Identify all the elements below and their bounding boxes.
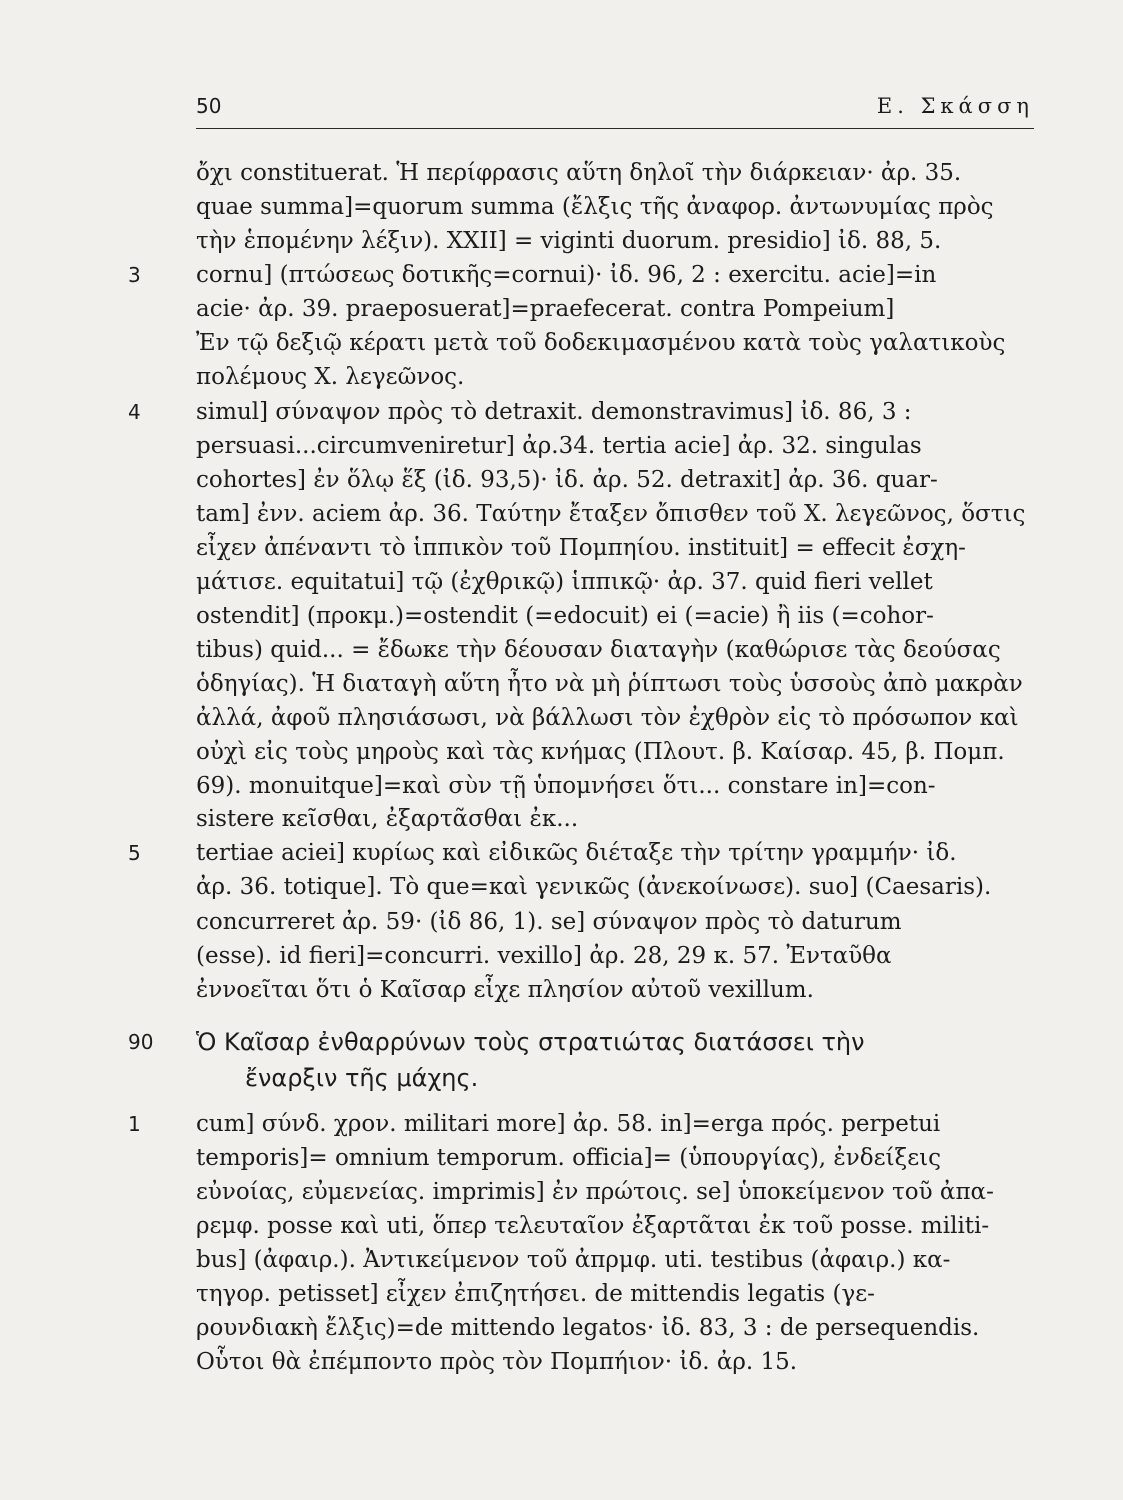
text-line: acie· ἀρ. 39. praeposuerat]=praefecerat. contra Pompeium] [196,296,895,322]
text-line: persuasi...circumveniretur] ἀρ.34. tertia acie] ἀρ. 32. singulas [196,433,922,459]
section-heading-line: Ὁ Καῖσαρ ἐνθαρρύνων τοὺς στρατιώτας διατάσσει τὴν [196,1028,865,1056]
text-line: οὐχὶ εἰς τοὺς μηροὺς καὶ τὰς κνήμας (Πλουτ. β. Καίσαρ. 45, β. Πομπ. [196,739,1005,765]
line-marker-4: 4 [128,400,141,424]
text-line: ἀρ. 36. totique]. Τὸ que=καὶ γενικῶς (ἀνεκοίνωσε). suo] (Caesaris). [196,874,992,900]
text-line: μάτισε. equitatui] τῷ (ἐχθρικῷ) ἱππικῷ· ἀρ. 37. quid fieri vellet [196,569,933,595]
line-marker-3: 3 [128,263,141,287]
text-line: tam] ἐνν. aciem ἀρ. 36. Ταύτην ἔταξεν ὄπισθεν τοῦ Χ. λεγεῶνος, ὅστις [196,501,1026,527]
text-line: ostendit] (προκμ.)=ostendit (=edocuit) ei (=acie) ἢ iis (=cohor- [196,603,934,629]
text-line: simul] σύναψον πρὸς τὸ detraxit. demonstravimus] ἰδ. 86, 3 : [196,399,912,425]
text-line: Ἐν τῷ δεξιῷ κέρατι μετὰ τοῦ δοδεκιμασμένου κατὰ τοὺς γαλατικοὺς [196,330,1006,356]
text-line: ἀλλά, ἀφοῦ πλησιάσωσι, νὰ βάλλωσι τὸν ἐχθρὸν εἰς τὸ πρόσωπον καὶ [196,705,1019,731]
text-line: cohortes] ἐν ὅλῳ ἕξ (ἰδ. 93,5)· ἰδ. ἀρ. 52. detraxit] ἀρ. 36. quar- [196,467,938,493]
text-line: Οὗτοι θὰ ἐπέμποντο πρὸς τὸν Πομπήιον· ἰδ. ἀρ. 15. [196,1349,798,1375]
text-line: ὄχι constituerat. Ἡ περίφρασις αὕτη δηλοῖ τὴν διάρκειαν· ἀρ. 35. [196,160,962,186]
text-line: ρουνδιακὴ ἔλξις)=de mittendo legatos· ἰδ. 83, 3 : de persequendis. [196,1315,980,1341]
text-line: tertiae aciei] κυρίως καὶ εἰδικῶς διέταξε τὴν τρίτην γραμμήν· ἰδ. [196,840,957,866]
text-line: εὐνοίας, εὐμενείας. imprimis] ἐν πρώτοις. se] ὑποκείμενον τοῦ ἀπα- [196,1179,994,1205]
text-line: ὁδηγίας). Ἡ διαταγὴ αὕτη ἦτο νὰ μὴ ῥίπτωσι τοὺς ὑσσοὺς ἀπὸ μακρὰν [196,671,1023,697]
text-line: εἶχεν ἀπέναντι τὸ ἱππικὸν τοῦ Πομπηίου. instituit] = effecit ἐσχη- [196,535,966,561]
text-line: quae summa]=quorum summa (ἔλξις τῆς ἀναφορ. ἀντωνυμίας πρὸς [196,194,994,220]
text-line: cornu] (πτώσεως δοτικῆς=cornui)· ἰδ. 96, 2 : exercitu. acie]=in [196,262,937,288]
section-heading-line: ἔναρξιν τῆς μάχης. [245,1064,479,1092]
text-line: (esse). id fieri]=concurri. vexillo] ἀρ. 28, 29 κ. 57. Ἐνταῦθα [196,943,892,969]
text-line: temporis]= omnium temporum. officia]= (ὑπουργίας), ἐνδείξεις [196,1145,942,1171]
text-line: tibus) quid... = ἔδωκε τὴν δέουσαν διαταγὴν (καθώρισε τὰς δεούσας [196,637,1001,663]
text-line: 69). monuitque]=καὶ σὺν τῇ ὑπομνήσει ὅτι... constare in]=con- [196,773,936,799]
line-marker-1: 1 [128,1112,141,1136]
line-marker-5: 5 [128,841,141,865]
text-line: τηγορ. petisset] εἶχεν ἐπιζητήσει. de mittendis legatis (γε- [196,1281,875,1307]
text-line: sistere κεῖσθαι, ἐξαρτᾶσθαι ἐκ... [196,806,579,832]
section-marker-90: 90 [128,1030,154,1054]
text-line: τὴν ἑπομένην λέξιν). XXII] = viginti duorum. presidio] ἰδ. 88, 5. [196,228,942,254]
text-line: bus] (ἀφαιρ.). Ἀντικείμενον τοῦ ἀπρμφ. uti. testibus (ἀφαιρ.) κα- [196,1247,951,1273]
text-line: concurreret ἀρ. 59· (ἰδ 86, 1). se] σύναψον πρὸς τὸ daturum [196,909,902,935]
text-line: ρεμφ. posse καὶ uti, ὅπερ τελευταῖον ἐξαρτᾶται ἐκ τοῦ posse. militi- [196,1213,990,1239]
page-number: 50 [196,94,222,118]
running-head: Ε. Σκάσση [876,94,1034,118]
text-line: cum] σύνδ. χρον. militari more] ἀρ. 58. in]=erga πρός. perpetui [196,1111,941,1137]
page-header [196,94,1034,129]
text-line: ἐννοεῖται ὅτι ὁ Καῖσαρ εἶχε πλησίον αὐτοῦ vexillum. [196,977,814,1003]
text-line: πολέμους Χ. λεγεῶνος. [196,364,465,390]
